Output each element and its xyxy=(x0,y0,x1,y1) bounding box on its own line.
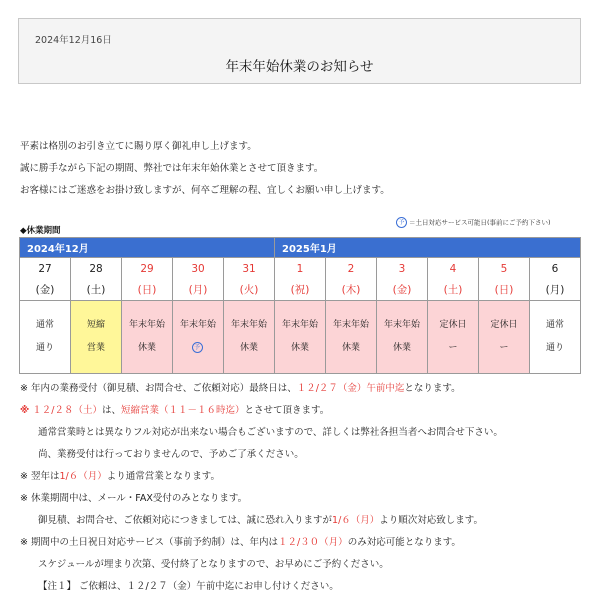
holiday-calendar xyxy=(19,237,581,374)
date-cell: 5 (日) xyxy=(479,258,530,301)
note-line: スケジュールが埋まり次第、受付終了となりますので、お早めにご予約ください。 xyxy=(38,559,389,570)
date-cell: 4 (土) xyxy=(428,258,479,301)
intro-paragraph xyxy=(20,136,390,202)
status-cell: 短縮 営業 xyxy=(71,301,122,374)
status-cell: 年末年始 休業 xyxy=(122,301,173,374)
date-cell: 29 (日) xyxy=(122,258,173,301)
date-row xyxy=(20,258,581,301)
legend xyxy=(396,217,551,228)
page-title: 年末年始休業のお知らせ xyxy=(225,59,374,75)
note-line: 【注１】 ご依頼は、１２/２７（金）午前中迄にお申し付けください。 xyxy=(38,581,339,592)
note-line: ※ 翌年は1/６（月）より通常営業となります。 xyxy=(20,471,220,482)
date-cell: 2 (木) xyxy=(326,258,377,301)
note-line: 尚、業務受付は行っておりませんので、予めご了承ください。 xyxy=(38,449,304,460)
status-cell: 年末年始 休業 xyxy=(326,301,377,374)
date-cell: 3 (金) xyxy=(377,258,428,301)
month-header-dec: 2024年12月 xyxy=(20,238,275,258)
note-line: ※ 年内の業務受付（御見積、お問合せ、ご依頼対応）最終日は、１２/２７（金）午前中迄となります。 xyxy=(20,383,461,394)
note-line: 御見積、お問合せ、ご依頼対応につきましては、誠に恐れ入りますが1/６（月）より順次対応致します。 xyxy=(38,515,484,526)
reservation-icon: 予 xyxy=(396,217,407,228)
status-cell: 年末年始 休業 xyxy=(377,301,428,374)
note-line: ※ 休業期間中は、メール・FAX受付のみとなります。 xyxy=(20,493,248,504)
legend-text: ＝土日対応サービス可能日(事前にご予約下さい) xyxy=(409,218,551,227)
month-header-jan: 2025年1月 xyxy=(275,238,581,258)
section-title: ◆休業期間 xyxy=(20,226,61,236)
notice-date: 2024年12月16日 xyxy=(35,35,112,46)
header-box xyxy=(18,18,581,84)
reservation-icon: 予 xyxy=(192,342,203,353)
note-line: ※ 期間中の土日祝日対応サービス（事前予約制）は、年内は１２/３０（月）のみ対応可能となります。 xyxy=(20,537,461,548)
notes xyxy=(20,378,503,598)
status-cell: 年末年始 休業 xyxy=(224,301,275,374)
status-cell: 年末年始 休業 xyxy=(275,301,326,374)
status-cell: 通常 通り xyxy=(530,301,581,374)
intro-line: 平素は格別のお引き立てに賜り厚く御礼申し上げます。 xyxy=(20,141,257,152)
note-line: 通常営業時とは異なりフル対応が出来ない場合もございますので、詳しくは弊社各担当者へお問合せ下さい。 xyxy=(38,427,503,438)
date-cell: 31 (火) xyxy=(224,258,275,301)
date-cell: 28 (土) xyxy=(71,258,122,301)
status-cell: 通常 通り xyxy=(20,301,71,374)
date-cell: 6 (月) xyxy=(530,258,581,301)
status-cell: 年末年始 予 xyxy=(173,301,224,374)
status-cell: 定休日 ー xyxy=(428,301,479,374)
intro-line: 誠に勝手ながら下記の期間、弊社では年末年始休業とさせて頂きます。 xyxy=(20,163,324,174)
note-line: ※ １２/２８（土）は、短縮営業（１１－１６時迄）とさせて頂きます。 xyxy=(20,405,330,416)
status-cell: 定休日 ー xyxy=(479,301,530,374)
intro-line: お客様にはご迷惑をお掛け致しますが、何卒ご理解の程、宜しくお願い申し上げます。 xyxy=(20,185,390,196)
date-cell: 1 (祝) xyxy=(275,258,326,301)
date-cell: 30 (月) xyxy=(173,258,224,301)
status-row xyxy=(20,301,581,374)
date-cell: 27 (金) xyxy=(20,258,71,301)
